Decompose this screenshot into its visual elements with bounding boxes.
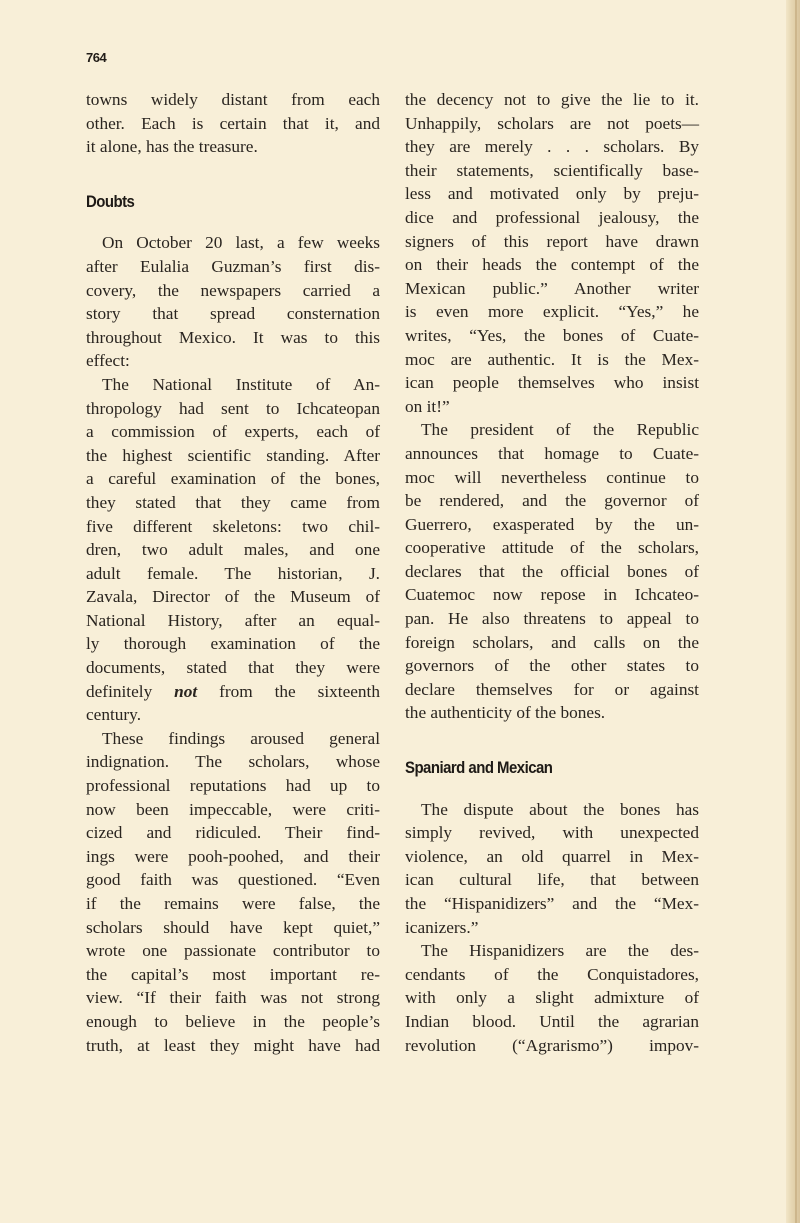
section-heading-doubts: Doubts [86,191,135,211]
text-line: cooperative attitude of the scholars, [405,538,699,558]
text-line: revolution (“Agrarismo”) impov- [405,1035,699,1055]
text-line: The Hispanidizers are the des- [421,941,699,961]
text-line: Zavala, Director of the Museum of [86,587,380,607]
text-line: announces that homage to Cuate- [405,443,699,463]
text-line: Indian blood. Until the agrarian [405,1011,699,1031]
text-line: foreign scholars, and calls on the [405,632,699,652]
text-line: ican people themselves who insist [405,373,699,393]
text-line: century. [86,705,142,725]
text-line: Unhappily, scholars are not poets— [405,113,699,133]
text-line: scholars should have kept quiet,” [86,917,380,937]
text-line: cized and ridiculed. Their find- [86,823,380,843]
text-line: the decency not to give the lie to it. [405,90,699,109]
text-line: icanizers.” [405,917,479,937]
text-line: These findings aroused general [102,728,380,748]
text-line: view. “If their faith was not strong [86,988,380,1008]
text-line: they stated that they came from [86,492,380,512]
text-line: it alone, has the treasure. [86,137,258,157]
text-line: simply revived, with unexpected [405,823,699,843]
text-line: the authenticity of the bones. [405,703,606,723]
text-line: after Eulalia Guzman’s first dis- [86,256,380,276]
text-line: dice and professional jealousy, the [405,207,699,227]
text-line: their statements, scientifically base- [405,160,699,180]
right-column [405,88,699,1057]
text-line: less and motivated only by preju- [405,184,699,204]
text-line: they are merely . . . scholars. By [405,137,699,157]
text-line: covery, the newspapers carried a [86,280,380,300]
text-line: other. Each is certain that it, and [86,113,380,133]
text-line: moc are authentic. It is the Mex- [405,349,699,369]
text-line: cendants of the Conquistadores, [405,964,699,984]
text-line: Guerrero, exasperated by the un- [405,514,699,534]
text-line: now been impeccable, were criti- [86,799,380,819]
left-column [86,88,380,1057]
text-line: National History, after an equal- [86,610,380,630]
text-line: the “Hispanidizers” and the “Mex- [405,894,699,913]
text-line: signers of this report have drawn [405,231,699,251]
text-line: moc will nevertheless continue to [405,467,699,487]
text-line: story that spread consternation [86,304,380,324]
text-line: effect: [86,351,130,371]
paragraph [405,88,699,418]
text-line: be rendered, and the governor of [405,491,699,511]
section-heading-spaniard-and-mexican: Spaniard and Mexican [405,758,553,778]
page-number: 764 [86,50,107,65]
text-line: the capital’s most important re- [86,964,380,984]
page-edge-line [795,0,797,1223]
text-line: ican cultural life, that between [405,870,699,890]
text-line: indignation. The scholars, whose [86,752,380,772]
text-line: ings were pooh-poohed, and their [86,846,380,866]
text-line: throughout Mexico. It was to this [86,327,380,347]
text-line: enough to believe in the people’s [86,1011,380,1031]
text-line: towns widely distant from each [86,90,380,109]
paragraph [405,798,699,940]
text-line: good faith was questioned. “Even [86,870,380,890]
paragraph [86,373,380,727]
text-line: thropology had sent to Ichcateopan [86,398,380,418]
paragraph [86,727,380,1057]
text-line: documents, stated that they were [86,658,380,678]
paragraph [405,939,699,1057]
text-line: violence, an old quarrel in Mex- [405,846,699,866]
text-line: The president of the Republic [421,420,699,440]
paragraph [405,418,699,725]
text-line-emphasis: definitely not from the sixteenth [86,681,380,701]
text-line: professional reputations had up to [86,776,380,796]
text-line: pan. He also threatens to appeal to [405,609,699,629]
text-line: a careful examination of the bones, [86,469,380,489]
text-line: Mexican public.” Another writer [405,278,699,298]
text-line: is even more explicit. “Yes,” he [405,302,699,322]
paragraph [86,231,380,373]
text-line: truth, at least they might have had [86,1035,380,1055]
text-line: ly thorough examination of the [86,634,380,654]
text-line: if the remains were false, the [86,894,380,913]
page-edge-shadow [786,0,800,1223]
text-line: writes, “Yes, the bones of Cuate- [405,325,699,345]
emphasis-not: not [174,681,198,701]
text-line: Cuatemoc now repose in Ichcateo- [405,585,699,605]
text-line: declare themselves for or against [405,679,699,699]
text-line: with only a slight admixture of [405,988,699,1008]
text-line: the highest scientific standing. After [86,445,380,465]
text-line: On October 20 last, a few weeks [102,233,380,253]
text-line: The dispute about the bones has [421,799,699,819]
text-line: on it!” [405,396,450,416]
text-line: declares that the official bones of [405,561,699,581]
text-line: five different skeletons: two chil- [86,516,380,536]
text-line: on their heads the contempt of the [405,255,699,275]
text-line: adult female. The historian, J. [86,563,380,583]
text-line: a commission of experts, each of [86,422,380,442]
text-line: governors of the other states to [405,656,699,676]
text-line: dren, two adult males, and one [86,540,380,560]
intro-paragraph [86,88,380,159]
text-line: wrote one passionate contributor to [86,941,380,961]
text-line: The National Institute of An- [102,374,380,394]
